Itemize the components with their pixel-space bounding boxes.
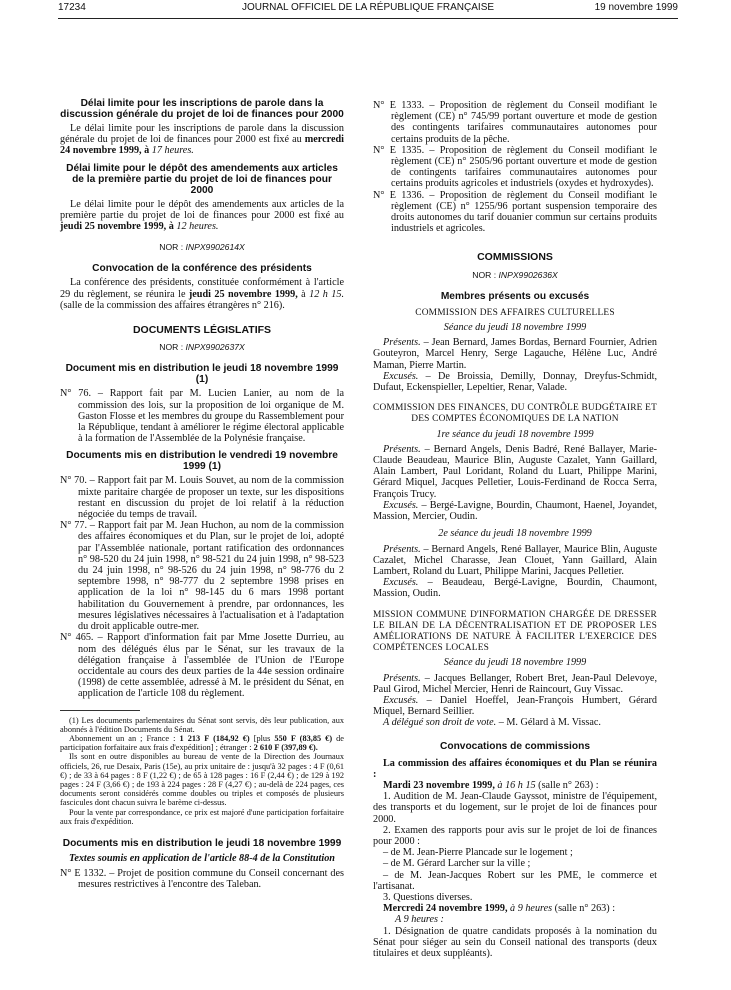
paragraph-amendements: Le délai limite pour le dépôt des amendements aux articles de la première partie du projet de loi de finances pour 2000 est fixé au jeudi 25 novembre 1999, à 12 heures. (60, 198, 344, 233)
agenda-item: 3. Questions diverses. (383, 891, 473, 903)
attendance-present: Présents. – Bernard Angels, Denis Badré, René Ballayer, Marie-Claude Beaudeau, Maurice Blin, Auguste Cazalet, Yann Gaillard, Alain Lambert, Paul Loridant, Roland du Luart, Philippe Marini, Gérard Miquel, Jacques Pelletier, Louis-Ferdinand de Rocca Serra, François Trucy. (373, 443, 657, 500)
document-item: N° 465. – Rapport d'information fait par Mme Josette Durrieu, au nom des délégués élus par le Sénat, sur les travaux de la délégation française à l'assemblée de l'Union de l'Europe occidentale au cours des deux parties de la 44e session ordinaire (1998) de cette assemblée, adressé à M. le président du Sénat, en application de l'article 108 du règlement. (60, 632, 344, 700)
convocation-date: Mercredi 24 novembre 1999, à 9 heures (salle n° 263) : (383, 903, 616, 915)
subsection-title: Textes soumis en application de l'article 88-4 de la Constitution (69, 852, 335, 864)
footnotes (60, 716, 344, 826)
paragraph-inscriptions: Le délai limite pour les inscriptions de parole dans la discussion générale du projet de loi de finances pour 2000 est fixé au mercredi 24 novembre 1999, à 17 heures. (60, 123, 344, 157)
commission-name: MISSION COMMUNE D'INFORMATION CHARGÉE DE DRESSER LE BILAN DE LA DÉCENTRALISATION ET DE PROPOSER LES AMÉLIORATIONS DE NATURE À FACILITER L'EXERCICE DES COMPÉTENCES LOCALES (373, 609, 657, 654)
document-item: N° E 1332. – Projet de position commune du Conseil concernant des mesures restrictives à l'encontre des Taleban. (60, 868, 344, 891)
section-title-inscriptions: Délai limite pour les inscriptions de parole dans la discussion générale du projet de loi de finances pour 2000 (60, 98, 344, 120)
agenda-item: 1. Audition de M. Jean-Claude Gayssot, ministre de l'équipement, des transports et du logement, sur le projet de loi de finances pour 2000. (373, 791, 657, 825)
seance-date: 1re séance du jeudi 18 novembre 1999 (436, 428, 594, 440)
attendance-present: Présents. – Jacques Bellanger, Robert Bret, Jean-Paul Delevoye, Paul Girod, Michel Mercier, Henri de Raincourt, Guy Vissac. (373, 672, 657, 695)
section-title-distribution-textes: Documents mis en distribution le jeudi 18 novembre 1999 (62, 837, 342, 849)
attendance-present: Présents. – Jean Bernard, James Bordas, Bernard Fournier, Adrien Gouteyron, Marcel Henry, Serge Lagauche, Hélène Luc, André Maman, Pierre Martin. (373, 337, 657, 371)
section-title-commissions: COMMISSIONS (477, 251, 553, 264)
attendance-excused: Excusés. – Daniel Hoeffel, Jean-François Humbert, Gérard Miquel, Bernard Seillier. (373, 694, 657, 718)
nor-reference: NOR : INPX9902614X (159, 242, 245, 253)
nor-reference: NOR : INPX9902636X (472, 269, 558, 280)
paragraph-conference: La conférence des présidents, constituée conformément à l'article 29 du règlement, se réunira le jeudi 25 novembre 1999, à 12 h 15. (salle de la commission des affaires étrangères n° 216). (60, 277, 344, 311)
seance-date: Séance du jeudi 18 novembre 1999 (443, 657, 587, 669)
agenda-item: 2. Examen des rapports pour avis sur le projet de loi de finances pour 2000 : (373, 824, 657, 847)
footnote: Abonnement un an ; France : 1 213 F (184,92 €) [plus 550 F (83,85 €) de participation forfaitaire aux frais d'expédition] ; étranger : 2 610 F (397,89 €). (60, 733, 344, 753)
nor-reference: NOR : INPX9902637X (159, 342, 245, 353)
section-title-distribution-jeudi: Document mis en distribution le jeudi 18 novembre 1999 (1) (65, 363, 339, 386)
document-item: N° 76. – Rapport fait par M. Lucien Lanier, au nom de la commission des lois, sur la proposition de loi organique de M. Gaston Flosse et les membres du groupe du Rassemblement pour la République, tendant à améliorer le régime électoral applicable à la formation de l'Assemblée de la Polynésie française. (60, 388, 344, 445)
attendance-excused: Excusés. – Beaudeau, Bergé-Lavigne, Bourdin, Chaumont, Massion, Oudin. (373, 577, 657, 600)
section-title-membres: Membres présents ou excusés (440, 290, 590, 302)
header-rule (58, 18, 678, 19)
agenda-subitem: – de M. Gérard Larcher sur la ville ; (383, 858, 531, 870)
commission-name: COMMISSION DES FINANCES, DU CONTRÔLE BUDGÉTAIRE ET DES COMPTES ÉCONOMIQUES DE LA NATION (373, 403, 657, 425)
journal-title: JOURNAL OFFICIEL DE LA RÉPUBLIQUE FRANÇAISE (241, 2, 495, 13)
document-item: N° 77. – Rapport fait par M. Jean Huchon, au nom de la commission des affaires économiques et du Plan, sur le projet de loi, adopté par l'Assemblée nationale, portant ratification des ordonnances n° 98-520 du 24 juin 1998, n° 98-521 du 24 juin 1998, n° 98-523 du 24 juin 1998, n° 98-526 du 24 juin 1998, n° 98-776 du 2 septembre 1998, n° 98-777 du 2 septembre 1998 prises en application de la loi n° 98-145 du 6 mars 1998 portant habilitation du Gouvernement à prendre, par ordonnances, les mesures législatives nécessaires à l'actualisation et à l'adaptation du droit applicable outre-mer. (60, 520, 344, 633)
section-title-distribution-vendredi: Documents mis en distribution le vendredi 19 novembre 1999 (1) (66, 450, 338, 473)
vote-delegation: A délégué son droit de vote. – M. Gélard à M. Vissac. (383, 717, 601, 729)
page-header (58, 2, 678, 24)
document-item: N° E 1336. – Proposition de règlement du Conseil modifiant le règlement (CE) n° 1255/96 portant suspension temporaire des droits autonomes du tarif douanier commun sur certains produits industriels et agricoles. (373, 189, 657, 235)
footnote: Pour la vente par correspondance, ce prix est majoré d'une participation forfaitaire aux frais d'expédition. (60, 807, 344, 826)
convocation-date: Mardi 23 novembre 1999, à 16 h 15 (salle n° 263) : (383, 779, 599, 791)
page-number: 17234 (58, 2, 86, 13)
document-item: N° 70. – Rapport fait par M. Louis Souvet, au nom de la commission mixte paritaire chargée de proposer un texte, sur les dispositions restant en discussion du projet de loi relatif à la réduction négociée du temps de travail. (60, 475, 344, 521)
right-column (373, 100, 657, 959)
footnote: Ils sont en outre disponibles au bureau de vente de la Direction des Journaux officiels, 26, rue Desaix, Paris (15e), au prix unitaire de : jusqu'à 32 pages : 4 F (0,61 €) ; de 33 à 64 pages : 8 F (1,22 €) ; de 65 à 128 pages : 16 F (2,44 €) ; de 129 à 192 pages : 24 F (3,66 €) ; de 193 à 224 pages : 28 F (4,27 €) ; au-delà de 224 pages, ces documents seront considérés comme doubles ou triples et composés de plusieurs fascicules dont chacun suivra le barème ci-dessus. (60, 752, 344, 808)
left-column (60, 98, 344, 891)
convocation-intro: La commission des affaires économiques et du Plan se réunira : (373, 757, 657, 780)
agenda-subitem: – de M. Jean-Pierre Plancade sur le logement ; (383, 847, 573, 859)
issue-date: 19 novembre 1999 (594, 2, 678, 13)
seance-date: 2e séance du jeudi 18 novembre 1999 (438, 528, 592, 540)
section-title-conference: Convocation de la conférence des présidents (92, 263, 312, 275)
section-title-convocations: Convocations de commissions (439, 740, 591, 752)
agenda-subitem: – de M. Jean-Jacques Robert sur les PME, le commerce et l'artisanat. (373, 869, 657, 892)
commission-name: COMMISSION DES AFFAIRES CULTURELLES (415, 307, 615, 318)
agenda-item: 1. Désignation de quatre candidats proposés à la nomination du Sénat pour siéger au sein du Conseil national des transports (deux titulaires et deux suppléants). (373, 925, 657, 959)
attendance-present: Présents. – Bernard Angels, René Ballayer, Maurice Blin, Auguste Cazalet, Michel Charasse, Jean Clouet, Yann Gaillard, Alain Lambert, Roland du Luart, Philippe Marini, Jacques Pelletier. (373, 543, 657, 577)
agenda-time: A 9 heures : (395, 914, 444, 926)
footnote-rule (60, 710, 140, 711)
document-item: N° E 1335. – Proposition de règlement du Conseil modifiant le règlement (CE) n° 2505/96 portant ouverture et mode de gestion de contingents tarifaires communautaires autonomes pour certains produits agricoles et industriels (oxydes et hydroxydes). (373, 144, 657, 190)
attendance-excused: Excusés. – Bergé-Lavigne, Bourdin, Chaumont, Haenel, Joyandet, Massion, Mercier, Oudin. (373, 499, 657, 523)
footnote: (1) Les documents parlementaires du Sénat sont servis, dès leur publication, aux abonnés à l'édition Documents du Sénat. (60, 715, 344, 734)
seance-date: Séance du jeudi 18 novembre 1999 (443, 322, 587, 334)
section-title-amendements: Délai limite pour le dépôt des amendements aux articles de la première partie du projet de loi de finances pour 2000 (66, 162, 338, 196)
document-item: N° E 1333. – Proposition de règlement du Conseil modifiant le règlement (CE) n° 745/99 portant ouverture et mode de gestion des contingents tarifaires communautaires autonomes pour certains produits de la pêche. (373, 100, 657, 145)
attendance-excused: Excusés. – De Broissia, Demilly, Donnay, Dreyfus-Schmidt, Dufaut, Eckenspieller, Lepeltier, Renar, Valade. (373, 370, 657, 394)
section-title-documents-legislatifs: DOCUMENTS LÉGISLATIFS (132, 324, 272, 337)
